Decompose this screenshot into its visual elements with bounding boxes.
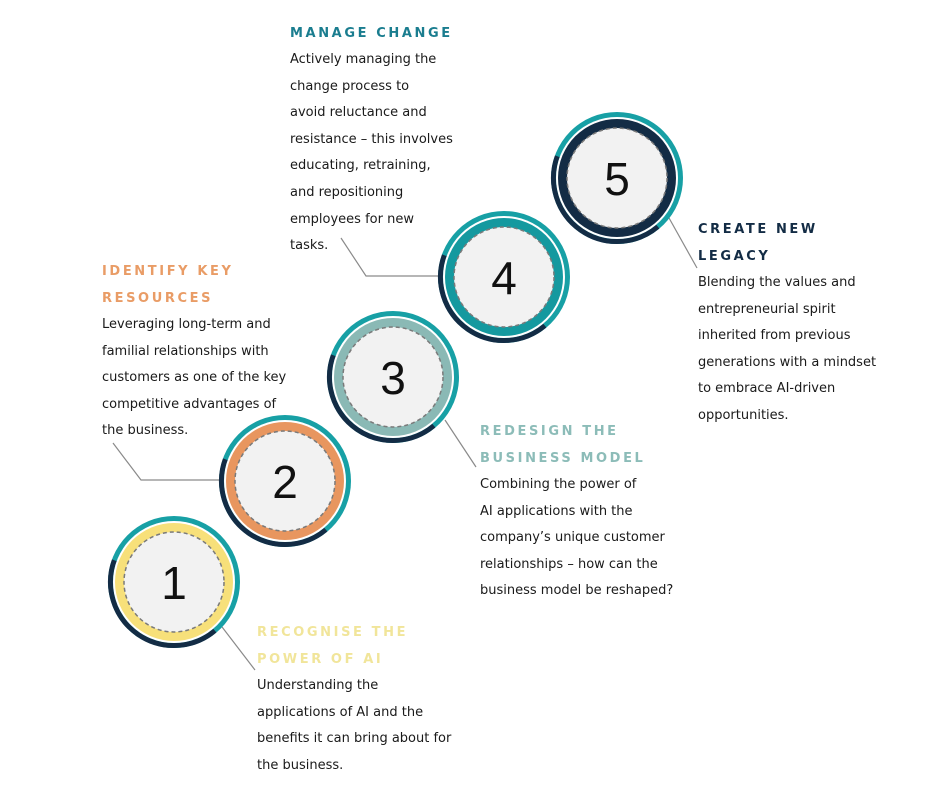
step-5-body-line: entrepreneurial spirit bbox=[698, 301, 836, 317]
step-5-text bbox=[698, 216, 876, 430]
step-2-title bbox=[102, 258, 286, 312]
step-2-number: 2 bbox=[272, 456, 298, 508]
step-5-number: 5 bbox=[604, 153, 630, 205]
step-1-body-line: applications of AI and the bbox=[257, 704, 424, 720]
step-2-connector bbox=[113, 443, 222, 480]
step-4-text bbox=[290, 20, 453, 260]
step-1-body-line: benefits it can bring about for bbox=[257, 731, 452, 747]
step-5-title-line: LEGACY bbox=[698, 249, 771, 264]
step-3-title-line: BUSINESS MODEL bbox=[480, 451, 646, 466]
step-3-body-line: company’s unique customer bbox=[480, 530, 665, 546]
step-5-body-line: generations with a mindset bbox=[698, 354, 877, 370]
step-5-body-line: Blending the values and bbox=[698, 275, 856, 290]
step-2-body-line: competitive advantages of bbox=[102, 396, 277, 412]
step-2-text bbox=[102, 258, 286, 445]
step-2-title-line: RESOURCES bbox=[102, 291, 214, 306]
step-4-circle bbox=[438, 211, 570, 343]
step-4-body-line: Actively managing the bbox=[290, 52, 437, 67]
step-1-text bbox=[257, 619, 451, 779]
step-3-body-line: relationships – how can the bbox=[480, 556, 658, 572]
step-1-connector bbox=[219, 623, 255, 670]
step-5-body-line: inherited from previous bbox=[698, 328, 851, 344]
step-4-body-line: tasks. bbox=[290, 238, 329, 254]
step-2-body-line: Leveraging long-term and bbox=[102, 317, 271, 332]
step-1-body-line: Understanding the bbox=[257, 678, 379, 693]
step-3-description bbox=[480, 472, 673, 605]
step-1-description bbox=[257, 673, 451, 779]
step-3-title-line: REDESIGN THE bbox=[480, 424, 619, 439]
step-4-body-line: educating, retraining, bbox=[290, 158, 431, 174]
step-4-body-line: avoid reluctance and bbox=[290, 105, 427, 121]
step-3-text bbox=[480, 418, 673, 605]
step-5-body-line: opportunities. bbox=[698, 407, 789, 423]
step-3-number: 3 bbox=[380, 352, 406, 404]
step-3-body-line: AI applications with the bbox=[480, 503, 633, 519]
step-4-body-line: resistance – this involves bbox=[290, 131, 453, 147]
step-4-body-line: and repositioning bbox=[290, 184, 404, 200]
step-4-body-line: change process to bbox=[290, 78, 410, 94]
step-4-title bbox=[290, 20, 453, 47]
step-1-number: 1 bbox=[161, 557, 187, 609]
step-1-title bbox=[257, 619, 451, 673]
step-3-circle bbox=[327, 311, 459, 443]
step-1-body-line: the business. bbox=[257, 757, 344, 773]
step-4-body-line: employees for new bbox=[290, 211, 414, 227]
step-2-description bbox=[102, 312, 286, 445]
step-2-body-line: the business. bbox=[102, 423, 189, 439]
step-3-connector bbox=[445, 420, 476, 467]
step-1-title-line: RECOGNISE THE bbox=[257, 625, 409, 640]
step-5-title bbox=[698, 216, 876, 270]
step-5-description bbox=[698, 270, 876, 430]
step-1-circle bbox=[108, 516, 240, 648]
step-3-body-line: Combining the power of bbox=[480, 477, 637, 492]
step-3-body-line: business model be reshaped? bbox=[480, 583, 674, 599]
step-3-title bbox=[480, 418, 673, 472]
step-4-description bbox=[290, 47, 453, 260]
step-4-number: 4 bbox=[491, 252, 517, 304]
step-2-title-line: IDENTIFY KEY bbox=[102, 264, 234, 279]
step-5-circle bbox=[551, 112, 683, 244]
step-2-body-line: familial relationships with bbox=[102, 343, 269, 359]
step-5-title-line: CREATE NEW bbox=[698, 222, 818, 237]
step-4-title-line: MANAGE CHANGE bbox=[290, 26, 453, 41]
step-2-body-line: customers as one of the key bbox=[102, 370, 287, 386]
step-1-title-line: POWER OF AI bbox=[257, 652, 384, 667]
step-5-body-line: to embrace AI-driven bbox=[698, 381, 836, 397]
